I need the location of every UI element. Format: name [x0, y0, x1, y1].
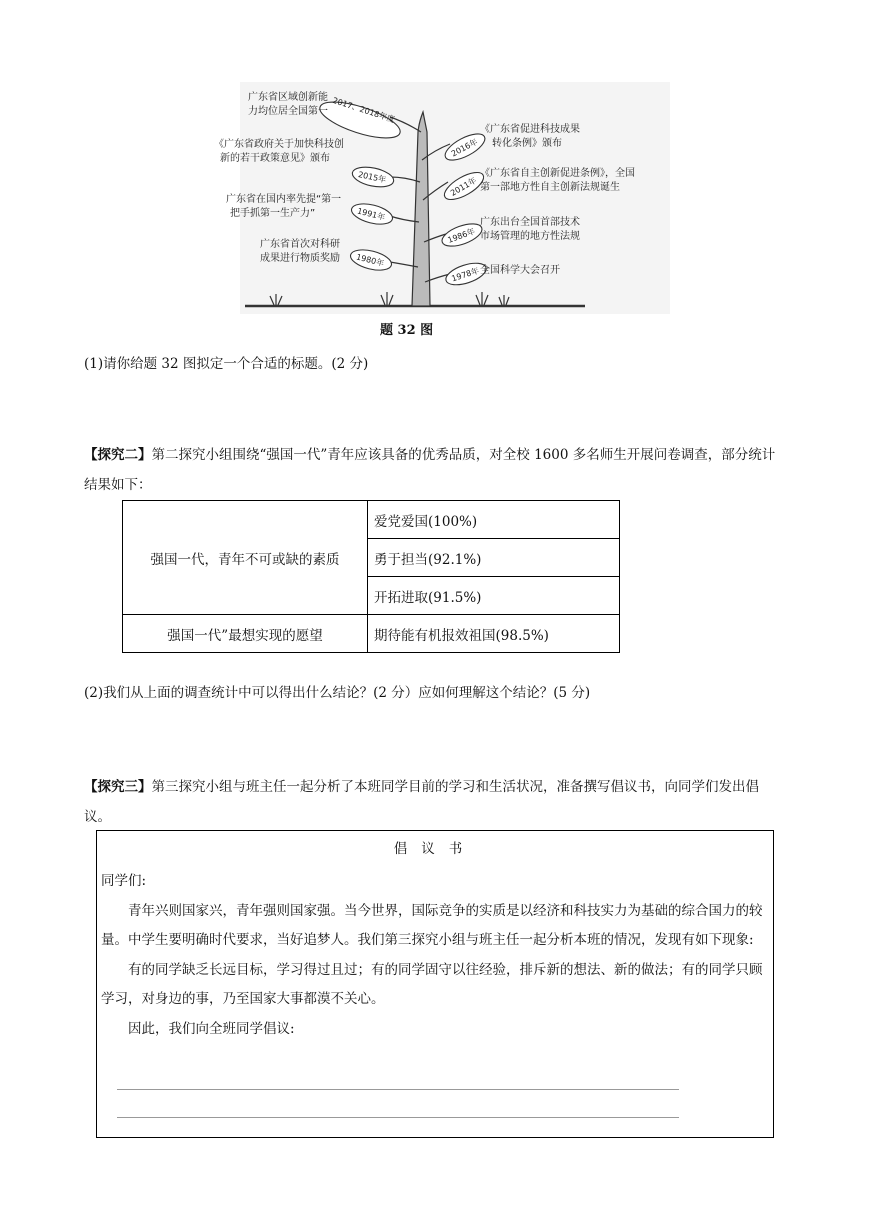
table-cell: 开拓进取(91.5%) — [368, 577, 620, 615]
right-label: 市场管理的地方性法规 — [480, 231, 580, 242]
left-label: 把手抓第一生产力” — [230, 208, 316, 219]
right-label: 第一部地方性自主创新法规诞生 — [480, 182, 620, 193]
letter-paragraph: 有的同学缺乏长远目标，学习得过且过；有的同学固守以往经验，排斥新的想法、新的做法；有的同学只顾学习，对身边的事，乃至国家大事都漠不关心。 — [101, 961, 763, 1007]
table-cell: 爱党爱国(100%) — [368, 501, 620, 539]
tanjiu-3-tag: 【探究三】 — [84, 779, 152, 795]
proposal-letter-box — [96, 830, 774, 1138]
left-label: 力均位居全国第一 — [248, 106, 328, 117]
left-label: 新的若干政策意见》颁布 — [220, 153, 330, 164]
leaf-year: 1978年 — [450, 266, 481, 284]
leaf-year: 1991年 — [356, 206, 386, 223]
letter-paragraph: 因此，我们向全班同学倡议: — [128, 1020, 295, 1037]
right-label: 《广东省促进科技成果 — [480, 124, 580, 135]
leaf-year: 1980年 — [355, 252, 385, 269]
tree-figure — [214, 82, 670, 314]
row-header-qualities: 强国一代，青年不可或缺的素质 — [123, 501, 368, 615]
tanjiu-3-text: 第三探究小组与班主任一起分析了本班同学目前的学习和生活状况，准备撰写倡议书，向同学们发出倡议。 — [84, 779, 759, 825]
letter-body — [101, 867, 765, 1044]
tanjiu-3 — [84, 772, 784, 832]
right-label: 转化条例》颁布 — [492, 138, 562, 149]
letter-greeting: 同学们: — [101, 873, 147, 889]
left-label: 广东省首次对科研 — [260, 239, 340, 250]
answer-line[interactable] — [117, 1117, 679, 1118]
answer-line[interactable] — [117, 1089, 679, 1090]
tanjiu-2-tag: 【探究二】 — [84, 447, 152, 463]
tanjiu-2-text: 第二探究小组围绕“强国一代”青年应该具备的优秀品质，对全校 1600 多名师生开展问卷调查，部分统计结果如下： — [84, 447, 776, 493]
question-2: (2)我们从上面的调查统计中可以得出什么结论？(2 分）应如何理解这个结论？(5 分) — [84, 685, 591, 701]
right-label: 广东出台全国首部技术 — [480, 217, 580, 228]
letter-paragraph: 青年兴则国家兴，青年强则国家强。当今世界，国际竞争的实质是以经济和科技实力为基础的综合国力的较量。中学生要明确时代要求，当好追梦人。我们第三探究小组与班主任一起分析本班的情况，发现有如下现象: — [101, 902, 763, 948]
leaf-year: 1986年 — [446, 226, 477, 245]
figure-caption: 题 32 图 — [380, 323, 434, 338]
right-label: 《广东省自主创新促进条例》，全国 — [480, 168, 635, 179]
question-1: (1)请你给题 32 图拟定一个合适的标题。(2 分) — [84, 356, 369, 372]
letter-title: 倡议书 — [393, 841, 477, 857]
table-cell: 期待能有机报效祖国(98.5%) — [368, 615, 620, 653]
leaf-year: 2015年 — [357, 169, 387, 185]
tanjiu-2 — [84, 440, 784, 500]
leaf-year: 2016年 — [449, 137, 480, 159]
left-label: 《广东省政府关于加快科技创 — [214, 139, 344, 150]
left-label: 广东省区域创新能 — [248, 92, 328, 103]
left-label: 成果进行物质奖励 — [260, 253, 340, 264]
table-cell: 勇于担当(92.1%) — [368, 539, 620, 577]
leaf-year: 2011年 — [449, 175, 479, 198]
leaf-year: 2017、2018年度 — [331, 95, 396, 125]
row-header-wish: 强国一代”最想实现的愿望 — [123, 615, 368, 653]
survey-table — [122, 500, 620, 653]
right-label: 全国科学大会召开 — [480, 265, 560, 276]
tree-illustration — [214, 82, 670, 314]
left-label: 广东省在国内率先提“第一 — [226, 194, 342, 205]
